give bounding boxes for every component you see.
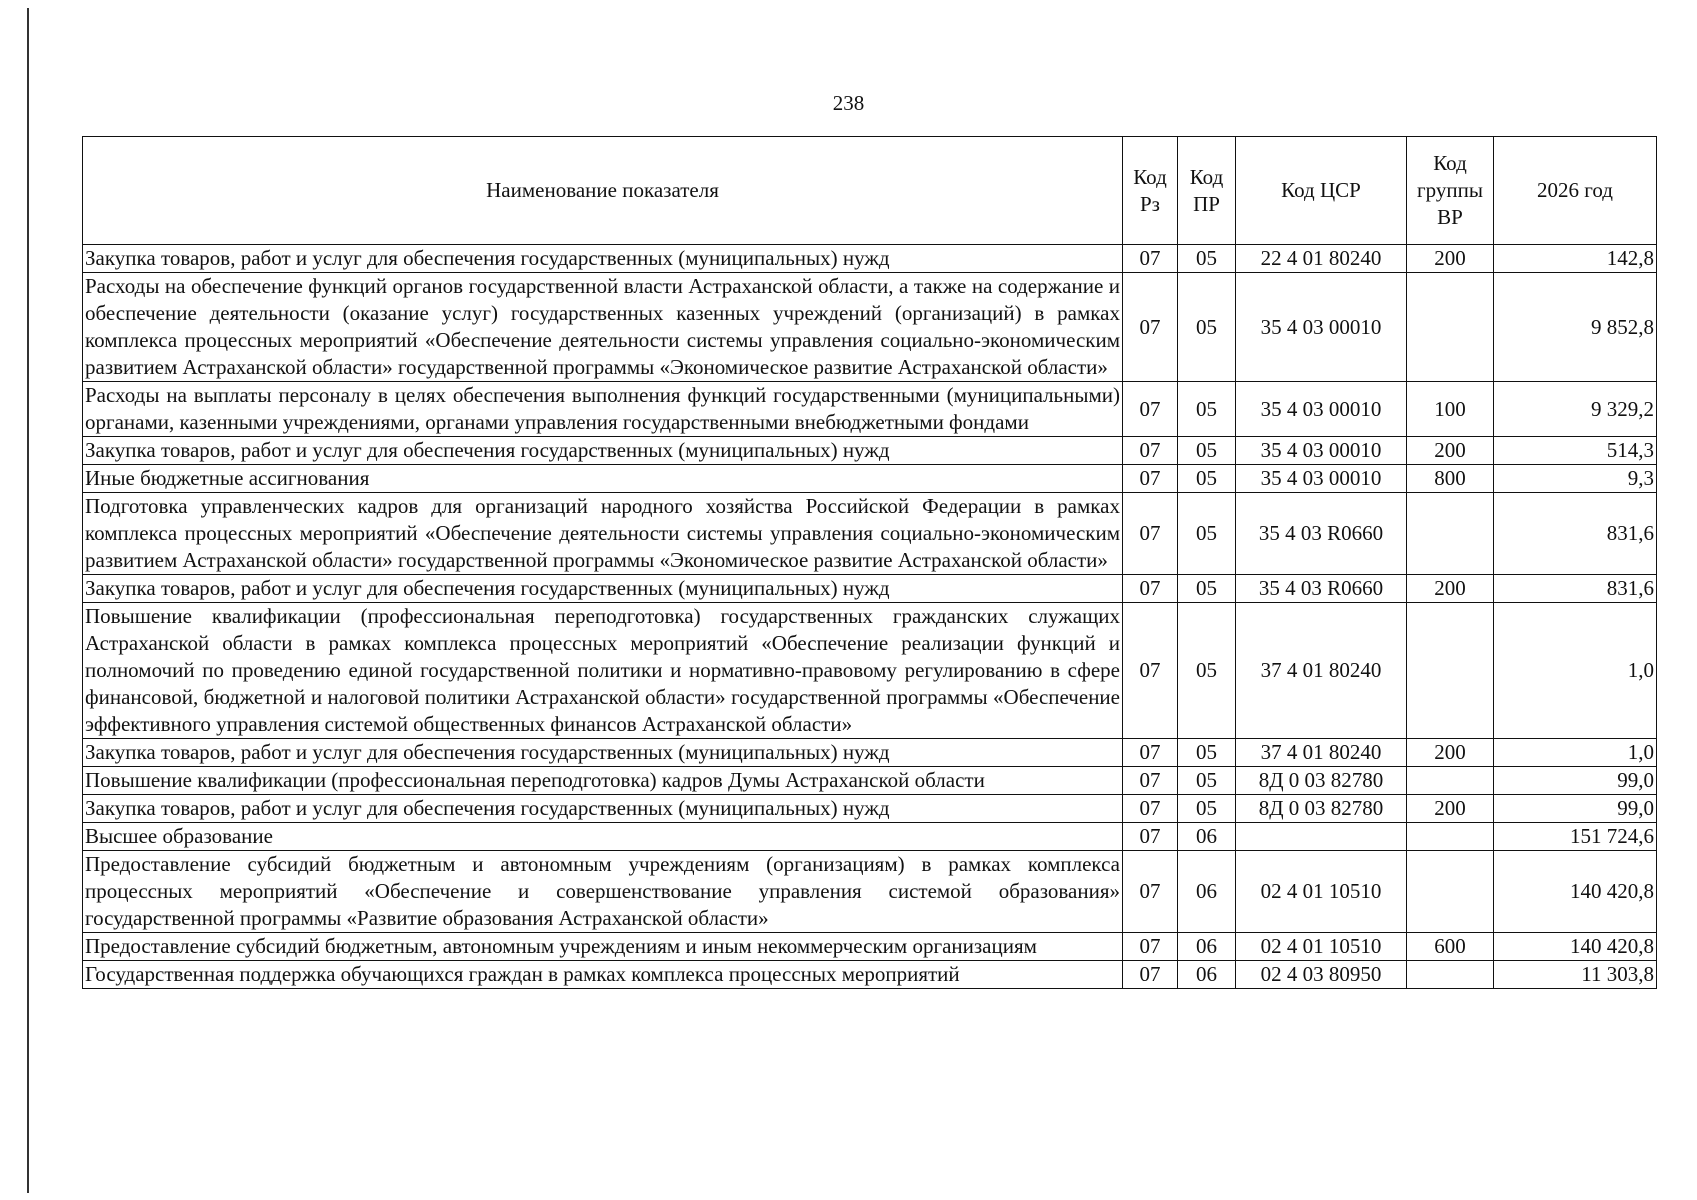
row-amount: 9 852,8	[1494, 273, 1657, 382]
table-row	[83, 245, 1657, 273]
row-pr: 05	[1178, 603, 1236, 739]
row-amount: 9 329,2	[1494, 382, 1657, 437]
row-amount: 140 420,8	[1494, 933, 1657, 961]
row-vr	[1407, 823, 1494, 851]
row-amount: 9,3	[1494, 465, 1657, 493]
row-name: Предоставление субсидий бюджетным и автономным учреждениям (организациям) в рамках комплекса процессных мероприятий «Обеспечение и совершенствование управления системой образования» государственной программы «Развитие образования Астраханской области»	[83, 851, 1123, 933]
row-vr: 100	[1407, 382, 1494, 437]
table-header-row	[83, 137, 1657, 245]
row-rz: 07	[1123, 493, 1178, 575]
page-number: 238	[832, 91, 865, 115]
row-amount: 831,6	[1494, 493, 1657, 575]
row-vr: 200	[1407, 437, 1494, 465]
row-csr: 02 4 01 10510	[1236, 933, 1407, 961]
row-pr: 05	[1178, 465, 1236, 493]
row-csr	[1236, 823, 1407, 851]
row-amount: 99,0	[1494, 795, 1657, 823]
row-rz: 07	[1123, 739, 1178, 767]
row-pr: 05	[1178, 382, 1236, 437]
row-csr: 37 4 01 80240	[1236, 603, 1407, 739]
row-name: Высшее образование	[83, 823, 1123, 851]
row-vr: 200	[1407, 739, 1494, 767]
row-csr: 35 4 03 00010	[1236, 382, 1407, 437]
row-pr: 05	[1178, 437, 1236, 465]
row-rz: 07	[1123, 437, 1178, 465]
row-amount: 99,0	[1494, 767, 1657, 795]
table-row	[83, 575, 1657, 603]
table-row	[83, 603, 1657, 739]
row-vr	[1407, 851, 1494, 933]
row-name: Повышение квалификации (профессиональная переподготовка) кадров Думы Астраханской области	[83, 767, 1123, 795]
row-name: Закупка товаров, работ и услуг для обеспечения государственных (муниципальных) нужд	[83, 245, 1123, 273]
row-pr: 05	[1178, 739, 1236, 767]
budget-table	[82, 136, 1657, 989]
table-row	[83, 739, 1657, 767]
row-name: Предоставление субсидий бюджетным, автономным учреждениям и иным некоммерческим организациям	[83, 933, 1123, 961]
table-row	[83, 382, 1657, 437]
row-amount: 831,6	[1494, 575, 1657, 603]
row-csr: 8Д 0 03 82780	[1236, 767, 1407, 795]
row-pr: 05	[1178, 575, 1236, 603]
row-rz: 07	[1123, 933, 1178, 961]
row-vr	[1407, 273, 1494, 382]
row-rz: 07	[1123, 273, 1178, 382]
row-csr: 35 4 03 R0660	[1236, 493, 1407, 575]
row-name: Закупка товаров, работ и услуг для обеспечения государственных (муниципальных) нужд	[83, 437, 1123, 465]
row-amount: 11 303,8	[1494, 961, 1657, 989]
row-csr: 35 4 03 00010	[1236, 437, 1407, 465]
header-rz: Код Рз	[1123, 137, 1178, 245]
row-rz: 07	[1123, 382, 1178, 437]
row-vr: 200	[1407, 795, 1494, 823]
row-name: Подготовка управленческих кадров для организаций народного хозяйства Российской Федерации в рамках комплекса процессных мероприятий «Обеспечение деятельности системы управления социально-экономическим развитием Астраханской области» государственной программы «Экономическое развитие Астраханской области»	[83, 493, 1123, 575]
row-csr: 35 4 03 R0660	[1236, 575, 1407, 603]
row-rz: 07	[1123, 795, 1178, 823]
row-csr: 37 4 01 80240	[1236, 739, 1407, 767]
header-name: Наименование показателя	[83, 137, 1123, 245]
row-pr: 06	[1178, 851, 1236, 933]
table-row	[83, 437, 1657, 465]
row-name: Закупка товаров, работ и услуг для обеспечения государственных (муниципальных) нужд	[83, 795, 1123, 823]
row-vr	[1407, 961, 1494, 989]
table-row	[83, 851, 1657, 933]
row-csr: 02 4 03 80950	[1236, 961, 1407, 989]
row-csr: 02 4 01 10510	[1236, 851, 1407, 933]
row-rz: 07	[1123, 603, 1178, 739]
left-margin-line	[27, 8, 29, 1193]
table-row	[83, 823, 1657, 851]
row-rz: 07	[1123, 245, 1178, 273]
row-name: Расходы на выплаты персоналу в целях обеспечения выполнения функций государственными (муниципальными) органами, казенными учреждениями, органами управления государственными внебюджетными фондами	[83, 382, 1123, 437]
table-row	[83, 961, 1657, 989]
table-row	[83, 795, 1657, 823]
row-amount: 514,3	[1494, 437, 1657, 465]
header-pr: Код ПР	[1178, 137, 1236, 245]
row-vr: 600	[1407, 933, 1494, 961]
row-vr: 200	[1407, 245, 1494, 273]
row-amount: 142,8	[1494, 245, 1657, 273]
row-name: Государственная поддержка обучающихся граждан в рамках комплекса процессных мероприятий	[83, 961, 1123, 989]
table-row	[83, 273, 1657, 382]
row-amount: 151 724,6	[1494, 823, 1657, 851]
row-pr: 05	[1178, 245, 1236, 273]
row-name: Закупка товаров, работ и услуг для обеспечения государственных (муниципальных) нужд	[83, 575, 1123, 603]
row-pr: 06	[1178, 933, 1236, 961]
table-row	[83, 493, 1657, 575]
row-name: Расходы на обеспечение функций органов государственной власти Астраханской области, а также на содержание и обеспечение деятельности (оказание услуг) государственных казенных учреждений (организаций) в рамках комплекса процессных мероприятий «Обеспечение деятельности системы управления социально-экономическим развитием Астраханской области» государственной программы «Экономическое развитие Астраханской области»	[83, 273, 1123, 382]
row-amount: 140 420,8	[1494, 851, 1657, 933]
row-rz: 07	[1123, 851, 1178, 933]
row-csr: 35 4 03 00010	[1236, 465, 1407, 493]
row-rz: 07	[1123, 767, 1178, 795]
row-pr: 05	[1178, 273, 1236, 382]
row-vr: 800	[1407, 465, 1494, 493]
row-name: Повышение квалификации (профессиональная переподготовка) государственных гражданских служащих Астраханской области в рамках комплекса процессных мероприятий «Обеспечение реализации функций и полномочий по проведению единой государственной политики и нормативно-правовому регулированию в сфере финансовой, бюджетной и налоговой политики Астраханской области» государственной программы «Обеспечение эффективного управления системой общественных финансов Астраханской области»	[83, 603, 1123, 739]
row-pr: 05	[1178, 767, 1236, 795]
row-amount: 1,0	[1494, 739, 1657, 767]
row-pr: 06	[1178, 961, 1236, 989]
header-csr: Код ЦСР	[1236, 137, 1407, 245]
row-pr: 06	[1178, 823, 1236, 851]
row-rz: 07	[1123, 465, 1178, 493]
row-rz: 07	[1123, 823, 1178, 851]
row-vr	[1407, 603, 1494, 739]
row-name: Иные бюджетные ассигнования	[83, 465, 1123, 493]
row-pr: 05	[1178, 795, 1236, 823]
row-pr: 05	[1178, 493, 1236, 575]
header-year: 2026 год	[1494, 137, 1657, 245]
header-vr: Код группы ВР	[1407, 137, 1494, 245]
row-rz: 07	[1123, 575, 1178, 603]
row-vr: 200	[1407, 575, 1494, 603]
row-csr: 22 4 01 80240	[1236, 245, 1407, 273]
row-vr	[1407, 767, 1494, 795]
row-amount: 1,0	[1494, 603, 1657, 739]
table-row	[83, 933, 1657, 961]
table-row	[83, 767, 1657, 795]
row-name: Закупка товаров, работ и услуг для обеспечения государственных (муниципальных) нужд	[83, 739, 1123, 767]
row-vr	[1407, 493, 1494, 575]
table-row	[83, 465, 1657, 493]
row-rz: 07	[1123, 961, 1178, 989]
row-csr: 35 4 03 00010	[1236, 273, 1407, 382]
row-csr: 8Д 0 03 82780	[1236, 795, 1407, 823]
